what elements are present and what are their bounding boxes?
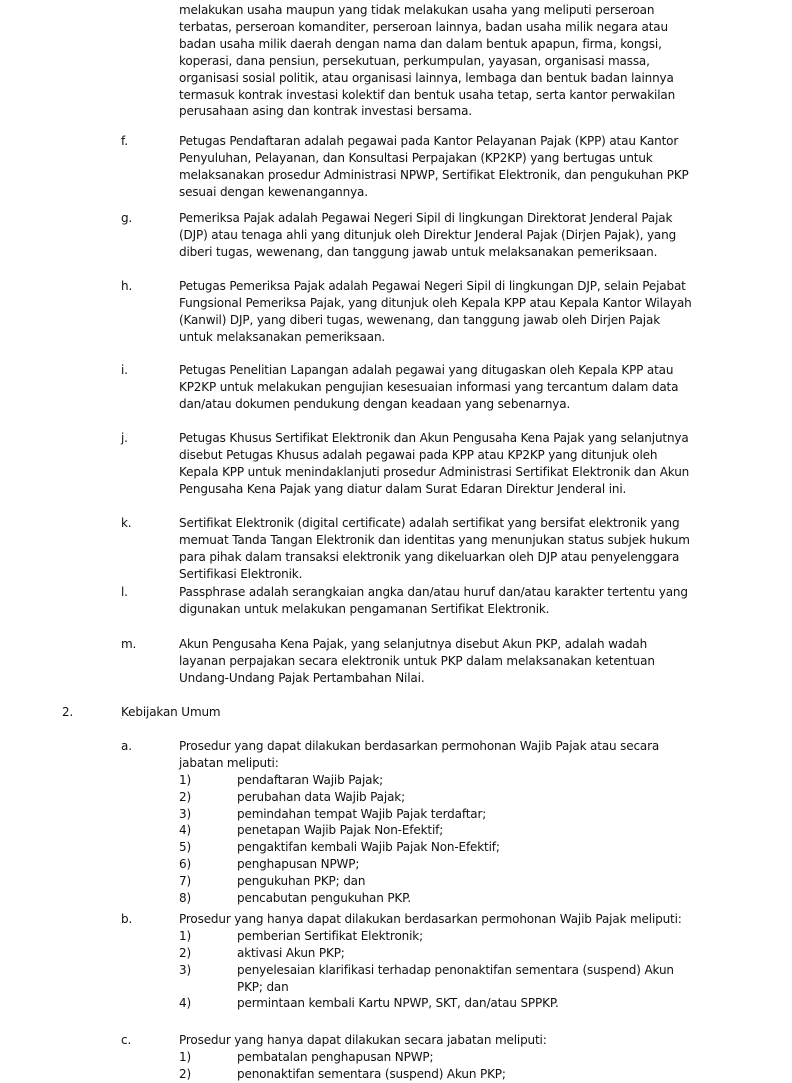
policy-item-b bbox=[0, 911, 792, 1012]
sub-item-text: pembatalan penghapusan NPWP; bbox=[237, 1049, 434, 1064]
policy-item-c bbox=[0, 1032, 792, 1083]
sub-item-text: pengukuhan PKP; dan bbox=[237, 874, 366, 889]
sub-item-number: 2) bbox=[179, 1066, 192, 1081]
section-number: 2. bbox=[62, 705, 74, 719]
sub-item-text: pengaktifan kembali Wajib Pajak Non-Efektif; bbox=[237, 840, 500, 855]
sub-item-number: 7) bbox=[179, 874, 192, 889]
section-title: Kebijakan Umum bbox=[121, 705, 221, 719]
sub-item bbox=[0, 772, 792, 789]
sub-item-number: 4) bbox=[179, 996, 192, 1011]
policy-item-a bbox=[0, 738, 792, 907]
item-text: Prosedur yang hanya dapat dilakukan berdasarkan permohonan Wajib Pajak meliputi: bbox=[179, 912, 682, 926]
sub-item bbox=[0, 1066, 792, 1083]
sub-item-text: pemindahan tempat Wajib Pajak terdaftar; bbox=[237, 806, 487, 821]
sub-item-number: 8) bbox=[179, 891, 192, 906]
sub-item-text: penyelesaian klarifikasi terhadap penonaktifan sementara (suspend) Akun PKP; dan bbox=[237, 962, 674, 994]
item-text: Akun Pengusaha Kena Pajak, yang selanjutnya disebut Akun PKP, adalah wadah layanan perpajakan secara elektronik untuk PKP dalam melaksanakan ketentuan Undang-Undang Pajak Pertambahan Nilai. bbox=[179, 637, 655, 685]
paragraph-text: melakukan usaha maupun yang tidak melakukan usaha yang meliputi perseroan terbatas, perseroan komanditer, perseroan lainnya, badan usaha milik negara atau badan usaha milik daerah dengan nama dan dalam bentuk apapun, firma, kongsi, koperasi, dana pensiun, persekutuan, perkumpulan, yayasan, organisasi massa, organisasi sosial politik, atau organisasi lainnya, lembaga dan bentuk badan lainnya termasuk kontrak investasi kolektif dan bentuk usaha tetap, serta kantor perwakilan perusahaan asing dan kontrak investasi bersama. bbox=[179, 3, 676, 119]
item-label: j. bbox=[121, 431, 128, 445]
sub-item-number: 2) bbox=[179, 945, 192, 960]
sub-item bbox=[0, 962, 792, 996]
sub-item-text: perubahan data Wajib Pajak; bbox=[237, 789, 405, 804]
sub-item-text: penghapusan NPWP; bbox=[237, 857, 360, 872]
item-label: c. bbox=[121, 1033, 132, 1047]
sub-item bbox=[0, 873, 792, 890]
sub-item-text: penetapan Wajib Pajak Non-Efektif; bbox=[237, 823, 444, 838]
sub-item-number: 5) bbox=[179, 840, 192, 855]
sub-item bbox=[0, 995, 792, 1012]
item-label: k. bbox=[121, 516, 132, 530]
sub-item-text: pencabutan pengukuhan PKP. bbox=[237, 891, 412, 906]
sub-item bbox=[0, 856, 792, 873]
sub-item-text: aktivasi Akun PKP; bbox=[237, 945, 345, 960]
item-text: Petugas Khusus Sertifikat Elektronik dan Akun Pengusaha Kena Pajak yang selanjutnya disebut Petugas Khusus adalah pegawai pada KPP atau KP2KP yang ditunjuk oleh Kepala KPP untuk menindaklanjuti prosedur Administrasi Sertifikat Elektronik dan Akun Pengusaha Kena Pajak yang diatur dalam Surat Edaran Direktur Jenderal ini. bbox=[179, 431, 690, 496]
item-label: g. bbox=[121, 211, 133, 225]
item-label: a. bbox=[121, 739, 132, 753]
sub-item bbox=[0, 945, 792, 962]
sub-item-number: 1) bbox=[179, 928, 192, 943]
sub-item-number: 1) bbox=[179, 1049, 192, 1064]
sub-item-number: 1) bbox=[179, 772, 192, 787]
item-text: Prosedur yang dapat dilakukan berdasarkan permohonan Wajib Pajak atau secara jabatan meliputi: bbox=[179, 739, 660, 770]
sub-item bbox=[0, 822, 792, 839]
item-label: f. bbox=[121, 134, 128, 148]
sub-item-number: 3) bbox=[179, 962, 192, 977]
sub-item-number: 2) bbox=[179, 789, 192, 804]
sub-item bbox=[0, 1049, 792, 1066]
sub-item-text: penonaktifan sementara (suspend) Akun PKP; bbox=[237, 1066, 506, 1081]
sub-item-text: permintaan kembali Kartu NPWP, SKT, dan/atau SPPKP. bbox=[237, 996, 559, 1011]
sub-item-number: 4) bbox=[179, 823, 192, 838]
item-label: b. bbox=[121, 912, 133, 926]
sub-item-text: pendaftaran Wajib Pajak; bbox=[237, 772, 384, 787]
item-label: l. bbox=[121, 585, 128, 599]
item-label: m. bbox=[121, 637, 137, 651]
item-text: Petugas Penelitian Lapangan adalah pegawai yang ditugaskan oleh Kepala KPP atau KP2KP untuk melakukan pengujian kesesuaian informasi yang tercantum dalam data dan/atau dokumen pendukung dengan keadaan yang sebenarnya. bbox=[179, 363, 679, 411]
item-label: h. bbox=[121, 279, 133, 293]
item-text: Petugas Pendaftaran adalah pegawai pada Kantor Pelayanan Pajak (KPP) atau Kantor Penyuluhan, Pelayanan, dan Konsultasi Perpajakan (KP2KP) yang bertugas untuk melaksanakan prosedur Administrasi NPWP, Sertifikat Elektronik, dan pengukuhan PKP sesuai dengan kewenangannya. bbox=[179, 134, 689, 199]
sub-item bbox=[0, 839, 792, 856]
sub-item bbox=[0, 928, 792, 945]
item-text: Passphrase adalah serangkaian angka dan/atau huruf dan/atau karakter tertentu yang digunakan untuk melakukan pengamanan Sertifikat Elektronik. bbox=[179, 585, 688, 616]
sub-item bbox=[0, 789, 792, 806]
item-label: i. bbox=[121, 363, 128, 377]
sub-item-number: 6) bbox=[179, 857, 192, 872]
sub-item bbox=[0, 806, 792, 823]
sub-item bbox=[0, 890, 792, 907]
item-text: Pemeriksa Pajak adalah Pegawai Negeri Sipil di lingkungan Direktorat Jenderal Pajak (DJP) atau tenaga ahli yang ditunjuk oleh Direktur Jenderal Pajak (Dirjen Pajak), yang diberi tugas, wewenang, dan tanggung jawab untuk melaksanakan pemeriksaan. bbox=[179, 211, 677, 259]
sub-item-text: pemberian Sertifikat Elektronik; bbox=[237, 928, 423, 943]
item-text: Petugas Pemeriksa Pajak adalah Pegawai Negeri Sipil di lingkungan DJP, selain Pejabat Fungsional Pemeriksa Pajak, yang ditunjuk oleh Kepala KPP atau Kepala Kantor Wilayah (Kanwil) DJP, yang diberi tugas, wewenang, dan tanggung jawab oleh Dirjen Pajak untuk melaksanakan pemeriksaan. bbox=[179, 279, 692, 344]
item-text: Prosedur yang hanya dapat dilakukan secara jabatan meliputi: bbox=[179, 1033, 547, 1047]
item-text: Sertifikat Elektronik (digital certificate) adalah sertifikat yang bersifat elektronik yang memuat Tanda Tangan Elektronik dan identitas yang menunjukan status subjek hukum para pihak dalam transaksi elektronik yang dikeluarkan oleh DJP atau penyelenggara Sertifikasi Elektronik. bbox=[179, 516, 690, 581]
sub-item-number: 3) bbox=[179, 806, 192, 821]
